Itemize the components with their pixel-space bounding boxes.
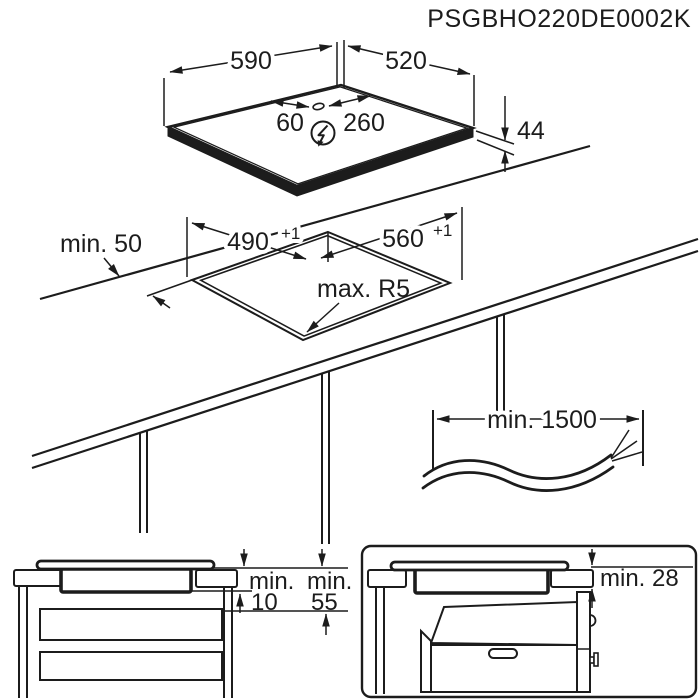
oven-clearance-label: min. 28 <box>600 565 679 592</box>
dimension-min-28 <box>591 549 693 608</box>
oven-top-face <box>431 602 577 645</box>
worktop-cutout-view <box>32 146 698 544</box>
cable-wire-ends <box>611 430 642 461</box>
cable-offset-small-label: 60 <box>276 109 304 137</box>
drawer-front-lower <box>40 652 222 680</box>
hob-depth-label: 520 <box>385 47 427 75</box>
worktop-section-left-oven <box>368 570 406 587</box>
hob-body-section <box>61 569 191 592</box>
oven-plinth <box>421 631 431 692</box>
worktop-section-right <box>196 570 237 587</box>
hob-glass-section <box>37 561 214 569</box>
cutout-width-label: 560 <box>382 225 424 253</box>
hob-body-section-oven <box>415 569 548 593</box>
oven-handle-slot <box>489 649 517 658</box>
drawer-clearance-view <box>14 549 352 698</box>
cabinet-panel-left <box>140 431 147 533</box>
oven-side-trim <box>577 592 590 692</box>
drawer-clearance-value-label: 55 <box>311 589 338 616</box>
hob-clearance-value-label: 10 <box>251 589 278 616</box>
drawer-front-upper <box>40 609 222 640</box>
cabinet-side-left-oven <box>376 587 384 694</box>
cutout-depth-label: 490 <box>227 228 269 256</box>
hob-top-view <box>164 40 545 196</box>
cutout-width-tolerance-label: +1 <box>433 221 453 240</box>
cable-length-label: min. 1500 <box>487 406 597 434</box>
hob-height-label: 44 <box>517 117 545 145</box>
hob-glass-section-oven <box>391 562 568 570</box>
cable-length-view <box>423 406 643 491</box>
dimension-min-50 <box>60 230 192 308</box>
oven-screw-cap <box>594 653 598 666</box>
cabinet-panel-right <box>497 314 504 418</box>
built-in-oven <box>421 592 598 692</box>
worktop-section-left <box>14 570 63 586</box>
page-title: PSGBHO220DE0002K <box>427 5 691 33</box>
cabinet-panel-middle <box>322 371 329 544</box>
rear-clearance-label: min. 50 <box>60 230 142 258</box>
drawer-clearance-prefix-label: min. <box>307 568 353 595</box>
corner-radius-label: max. R5 <box>317 275 411 303</box>
cutout-depth-tolerance-label: +1 <box>281 224 301 243</box>
oven-clearance-view <box>362 546 696 697</box>
cabinet-side-right <box>224 588 232 698</box>
hob-clearance-prefix-label: min. <box>249 568 295 595</box>
cable-offset-large-label: 260 <box>343 109 385 137</box>
hob-width-label: 590 <box>230 47 272 75</box>
worktop-section-right-oven <box>551 570 593 587</box>
cabinet-side-left <box>19 586 27 698</box>
